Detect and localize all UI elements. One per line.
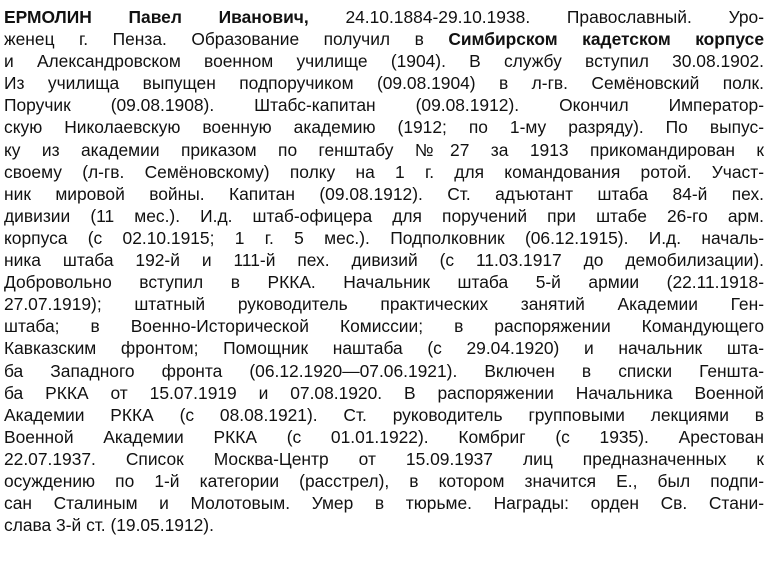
text-line <box>4 271 764 293</box>
text-line <box>4 470 764 492</box>
text-segment: Кавказским фронтом; Помощник наштаба (с 29.04.1920) и начальник шта- <box>4 338 764 359</box>
text-line <box>4 315 764 337</box>
text-segment: Академии РККА (с 08.08.1921). Ст. руководитель групповыми лекциями в <box>4 404 764 425</box>
text-segment: дивизии (11 мес.). И.д. штаб-офицера для поручений при штабе 26-го арм. <box>4 205 764 226</box>
text-segment: 27.07.1919); штатный руководитель практических занятий Академии Ген- <box>4 294 764 315</box>
text-line <box>4 6 764 28</box>
bold-text-segment: ЕРМОЛИН Павел Иванович, <box>4 7 309 27</box>
text-line <box>4 50 764 72</box>
text-segment: осуждению по 1-й категории (расстрел), в котором значится Е., был подпи- <box>4 470 764 491</box>
text-segment: штаба; в Военно-Исторической Комиссии; в распоряжении Командующего <box>4 316 764 337</box>
text-segment: Из училища выпущен подпоручиком (09.08.1904) в л-гв. Семёновский полк. <box>4 73 764 94</box>
text-segment: ник мировой войны. Капитан (09.08.1912). Ст. адъютант штаба 84-й пех. <box>4 183 764 204</box>
text-line <box>4 183 764 205</box>
text-line <box>4 360 764 382</box>
text-segment: ба Западного фронта (06.12.1920—07.06.1921). Включен в списки Генштa- <box>4 360 764 381</box>
text-line <box>4 28 764 50</box>
text-line <box>4 492 764 514</box>
text-line <box>4 205 764 227</box>
text-segment: ба РККА от 15.07.1919 и 07.08.1920. В распоряжении Начальника Военной <box>4 382 764 403</box>
text-line <box>4 382 764 404</box>
text-segment: 22.07.1937. Список Москва-Центр от 15.09.1937 лиц предназначенных к <box>4 448 764 469</box>
text-line <box>4 139 764 161</box>
text-segment: Военной Академии РККА (с 01.01.1922). Комбриг (с 1935). Арестован <box>4 426 764 447</box>
text-line <box>4 227 764 249</box>
text-line <box>4 72 764 94</box>
text-line <box>4 404 764 426</box>
biography-entry <box>4 6 764 536</box>
text-segment: слава 3-й ст. (19.05.1912). <box>4 515 214 536</box>
text-segment: женец г. Пенза. Образование получил в <box>4 29 449 50</box>
text-segment: своему (л-гв. Семёновскому) полку на 1 г. для командования ротой. Участ- <box>4 161 764 182</box>
text-segment: ку из академии приказом по генштабу №27 за 1913 прикомандирован к <box>4 139 764 160</box>
text-line <box>4 337 764 359</box>
text-line <box>4 116 764 138</box>
text-line <box>4 448 764 470</box>
text-line <box>4 249 764 271</box>
text-segment: и Александровском военном училище (1904). В службу вступил 30.08.1902. <box>4 51 764 72</box>
text-line <box>4 161 764 183</box>
text-line <box>4 94 764 116</box>
text-line <box>4 514 764 536</box>
bold-text-segment: Симбирском кадетском корпусе <box>448 29 764 50</box>
text-segment: скую Николаевскую военную академию (1912; по 1-му разряду). По выпус- <box>4 117 764 138</box>
text-segment: ника штаба 192-й и 111-й пех. дивизий (с 11.03.1917 до демобилизации). <box>4 250 764 271</box>
text-line <box>4 293 764 315</box>
text-segment: сан Сталиным и Молотовым. Умер в тюрьме. Награды: орден Св. Стани- <box>4 493 764 514</box>
text-segment: Поручик (09.08.1908). Штабс-капитан (09.08.1912). Окончил Император- <box>4 95 764 116</box>
text-segment: Добровольно вступил в РККА. Начальник штаба 5-й армии (22.11.1918- <box>4 272 764 293</box>
text-line <box>4 426 764 448</box>
text-segment: 24.10.1884-29.10.1938. Православный. Уро- <box>308 7 764 27</box>
text-segment: корпуса (с 02.10.1915; 1 г. 5 мес.). Подполковник (06.12.1915). И.д. началь- <box>4 227 764 248</box>
